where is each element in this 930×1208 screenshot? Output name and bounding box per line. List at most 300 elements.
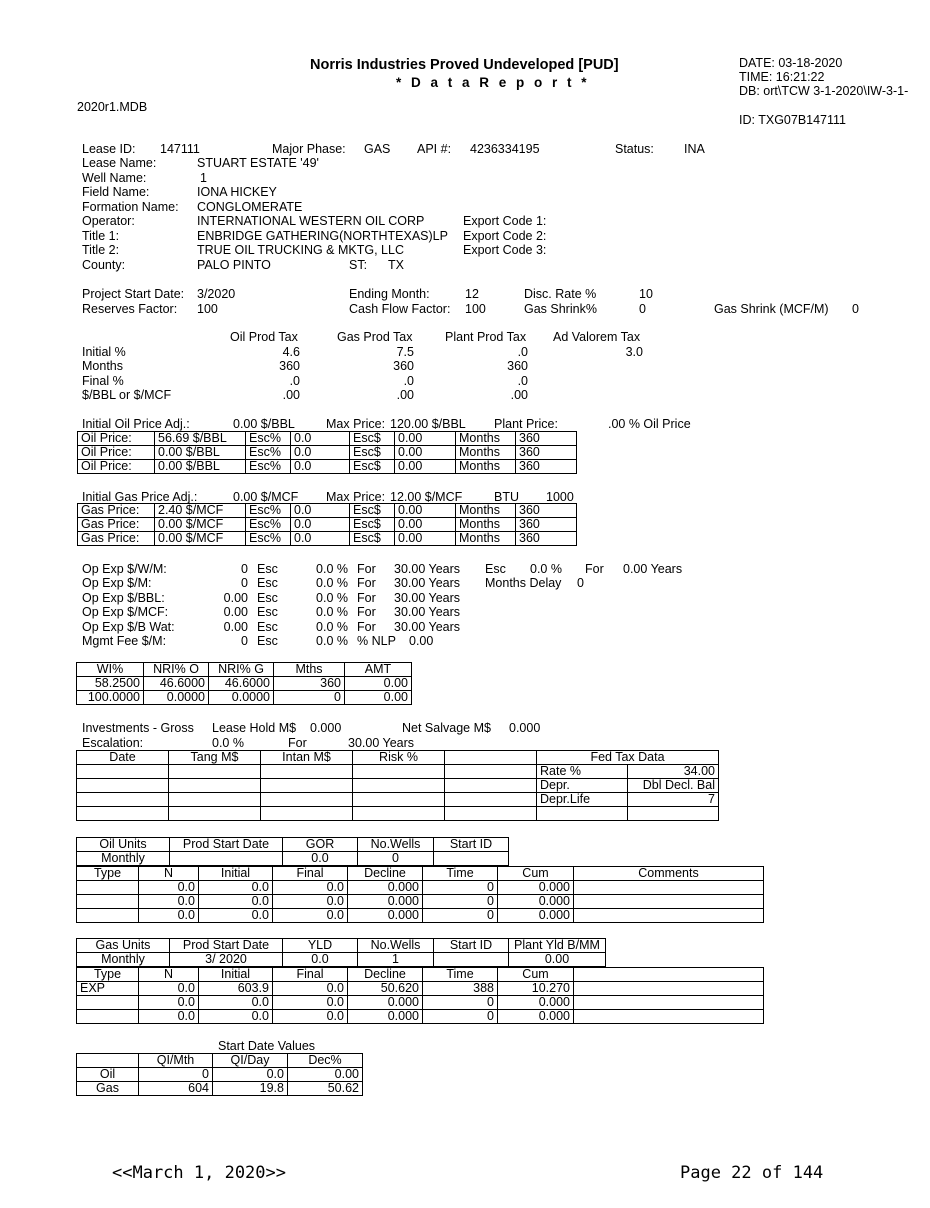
investments-table [76,750,719,821]
esc-dollar-label: Esc$ [350,446,395,460]
comments-value [574,881,764,895]
initial-value: 0.0 [199,895,273,909]
opex-label: Op Exp $/W/M: [82,562,167,576]
dec-pct-header: Dec% [288,1054,363,1068]
empty-cell [353,793,445,807]
field-name-label: Field Name: [82,185,150,199]
months-label: Months [456,432,516,446]
opex-for: For [357,562,376,576]
initial-value: 0.0 [199,1010,273,1024]
plant-price: .00 % Oil Price [608,417,691,431]
nri-gas-value: 0.0000 [209,691,274,705]
tax-gas-initial: 7.5 [396,345,414,359]
wells-value: 1 [358,953,434,967]
wells-value: 0 [358,852,434,866]
prod-start-value [170,852,283,866]
type-header: Type [77,867,139,881]
tax-plant-per-unit: .00 [510,388,528,402]
esc-dollar-value: 0.00 [395,460,456,474]
comments-value [574,909,764,923]
oil-price-table [77,431,577,474]
type-value [77,1010,139,1024]
county-value: PALO PINTO [197,258,271,272]
time-value: 388 [423,982,498,996]
empty-cell [445,779,537,793]
esc-dollar-label: Esc$ [350,518,395,532]
table-row [77,765,719,779]
type-value [77,996,139,1010]
empty-cell [169,779,261,793]
oil-price-value: 0.00 $/BBL [155,446,246,460]
esc-pct-label: Esc% [246,532,291,546]
title1-label: Title 1: [82,229,120,243]
report-db: DB: ort\TCW 3-1-2020\IW-3-1- [739,84,909,98]
lease-name: STUART ESTATE '49' [197,156,319,170]
decline-value: 0.000 [348,895,423,909]
empty-cell [261,779,353,793]
table-row [77,852,509,866]
mgmt-fee-esc: Esc [257,634,278,648]
cum-value: 0.000 [498,996,574,1010]
table-row [78,532,577,546]
cum-header: Cum [498,867,574,881]
esc-pct-label: Esc% [246,504,291,518]
empty-cell [574,996,764,1010]
initial-header: Initial [199,968,273,982]
empty-cell [261,765,353,779]
opex-esc: Esc [257,620,278,634]
opex-value: 0.00 [223,620,248,634]
esc-pct-value: 0.0 [291,432,350,446]
months-value: 360 [516,460,577,474]
tax-plant-months: 360 [507,359,528,373]
esc-pct-label: Esc% [246,460,291,474]
esc-dollar-value: 0.00 [395,532,456,546]
lease-id-label: Lease ID: [82,142,136,156]
escalation-years: 30.00 Years [348,736,415,750]
tax-gas-per-unit: .00 [396,388,414,402]
months-value: 360 [516,532,577,546]
opex-pct: 0.0 % [316,562,348,576]
final-value: 0.0 [273,996,348,1010]
export-code-2: Export Code 2: [463,229,547,243]
n-value: 0.0 [139,1010,199,1024]
table-row [77,779,719,793]
opex-esc-pct: 0.0 % [530,562,562,576]
btu-value: 1000 [546,490,574,504]
mgmt-fee-value: 0 [241,634,248,648]
qi-day-header: QI/Day [213,1054,288,1068]
final-header: Final [273,867,348,881]
nri-gas-header: NRI% G [209,663,274,677]
esc-dollar-label: Esc$ [350,432,395,446]
gas-price-value: 0.00 $/MCF [155,532,246,546]
net-salvage-value: 0.000 [509,721,541,735]
cum-value: 0.000 [498,895,574,909]
esc-pct-value: 0.0 [291,504,350,518]
initial-value: 0.0 [199,996,273,1010]
decline-value: 0.000 [348,909,423,923]
opex-for: For [357,576,376,590]
operator-name: INTERNATIONAL WESTERN OIL CORP [197,214,425,228]
time-value: 0 [423,996,498,1010]
empty-cell [169,807,261,821]
decline-value: 0.000 [348,996,423,1010]
gas-shrink-mcf-label: Gas Shrink (MCF/M) [714,302,829,316]
esc-pct-label: Esc% [246,518,291,532]
opex-years: 30.00 Years [394,605,461,619]
esc-pct-value: 0.0 [291,460,350,474]
gas-units-header: Gas Units [77,939,170,953]
depr-life-value: 7 [628,793,719,807]
opex-pct: 0.0 % [316,576,348,590]
table-row [77,982,764,996]
esc-dollar-label: Esc$ [350,504,395,518]
plant-yld-value: 0.00 [509,953,606,967]
interest-table [76,662,412,705]
opex-years: 30.00 Years [394,620,461,634]
initial-value: 0.0 [199,881,273,895]
type-value [77,881,139,895]
nri-gas-value: 46.6000 [209,677,274,691]
oil-price-label: Oil Price: [78,432,155,446]
start-values-table [76,1053,363,1096]
state-label: ST: [349,258,368,272]
fed-tax-header: Fed Tax Data [537,751,719,765]
lease-hold-value: 0.000 [310,721,342,735]
gas-price-label: Gas Price: [78,504,155,518]
depr-life-label: Depr.Life [537,793,628,807]
empty-cell [445,793,537,807]
opex-esc-years: 0.00 Years [623,562,683,576]
investments-gross-label: Investments - Gross [82,721,194,735]
months-value: 360 [516,518,577,532]
empty-cell [77,765,169,779]
esc-dollar-value: 0.00 [395,504,456,518]
comments-value [574,895,764,909]
type-value [77,895,139,909]
start-id-header: Start ID [434,939,509,953]
nri-oil-value: 46.6000 [144,677,209,691]
major-phase: GAS [364,142,391,156]
report-title: Norris Industries Proved Undeveloped [PUD] [310,57,619,73]
decline-value: 0.000 [348,881,423,895]
esc-pct-value: 0.0 [291,446,350,460]
esc-dollar-label: Esc$ [350,460,395,474]
opex-pct: 0.0 % [316,591,348,605]
cum-value: 0.000 [498,1010,574,1024]
opex-for: For [357,605,376,619]
table-header-row [77,838,509,852]
table-row [77,909,764,923]
n-value: 0.0 [139,895,199,909]
months-value: 360 [516,432,577,446]
esc-pct-label: Esc% [246,432,291,446]
empty-cell [169,793,261,807]
qi-mth-header: QI/Mth [139,1054,213,1068]
disc-rate-label: Disc. Rate % [524,287,597,301]
report-time: TIME: 16:21:22 [739,70,825,84]
table-row [77,677,412,691]
n-header: N [139,867,199,881]
tax-row-label: Final % [82,374,124,388]
mgmt-fee-label: Mgmt Fee $/M: [82,634,167,648]
gor-value: 0.0 [283,852,358,866]
empty-cell [445,765,537,779]
empty-cell [77,793,169,807]
empty-cell [77,1054,139,1068]
n-value: 0.0 [139,881,199,895]
tax-adval-initial: 3.0 [625,345,643,359]
api-number: 4236334195 [470,142,540,156]
gas-units-value: Monthly [77,953,170,967]
dec-pct-value: 0.00 [288,1068,363,1082]
amt-value: 0.00 [345,677,412,691]
empty-cell [169,765,261,779]
table-header-row [77,867,764,881]
report-id: ID: TXG07B147111 [739,113,847,127]
table-row [77,1010,764,1024]
api-label: API #: [417,142,452,156]
empty-cell [574,968,764,982]
type-value: EXP [77,982,139,996]
opex-years: 30.00 Years [394,576,461,590]
qi-mth-value: 0 [139,1068,213,1082]
phase-label: Gas [77,1082,139,1096]
nri-oil-header: NRI% O [144,663,209,677]
prod-start-value: 3/ 2020 [170,953,283,967]
opex-value: 0.00 [223,605,248,619]
formation-label: Formation Name: [82,200,179,214]
gas-max-price: 12.00 $/MCF [390,490,463,504]
mths-header: Mths [274,663,345,677]
empty-cell [628,807,719,821]
empty-cell [261,807,353,821]
gas-price-label: Gas Price: [78,518,155,532]
oil-units-table [76,837,509,866]
project-start: 3/2020 [197,287,236,301]
empty-cell [574,1010,764,1024]
months-label: Months [456,446,516,460]
empty-cell [574,982,764,996]
empty-cell [261,793,353,807]
mgmt-fee-pct: 0.0 % [316,634,348,648]
dec-pct-value: 50.62 [288,1082,363,1096]
tax-header-oil: Oil Prod Tax [230,330,298,344]
major-phase-label: Major Phase: [272,142,346,156]
footer-date: <<March 1, 2020>> [112,1163,286,1183]
escalation-for: For [288,736,307,750]
title2-label: Title 2: [82,243,120,257]
opex-label: Op Exp $/BBL: [82,591,165,605]
opex-esc: Esc [257,591,278,605]
tax-oil-final: .0 [289,374,300,388]
oil-price-label: Oil Price: [78,446,155,460]
oil-units-header: Oil Units [77,838,170,852]
months-label: Months [456,504,516,518]
reserves-factor-label: Reserves Factor: [82,302,178,316]
table-row [77,1082,363,1096]
gas-shrink: 0 [639,302,646,316]
gor-header: GOR [283,838,358,852]
table-row [78,460,577,474]
empty-cell [537,807,628,821]
yld-header: YLD [283,939,358,953]
time-value: 0 [423,909,498,923]
time-value: 0 [423,881,498,895]
time-header: Time [423,867,498,881]
qi-mth-value: 604 [139,1082,213,1096]
empty-cell [77,779,169,793]
table-row [77,881,764,895]
table-header-row [77,751,719,765]
qi-day-value: 19.8 [213,1082,288,1096]
gas-price-adj-label: Initial Gas Price Adj.: [82,490,198,504]
months-label: Months [456,532,516,546]
lease-name-label: Lease Name: [82,156,157,170]
empty-cell [77,807,169,821]
table-row [77,691,412,705]
cum-value: 0.000 [498,909,574,923]
esc-dollar-value: 0.00 [395,518,456,532]
operator-label: Operator: [82,214,135,228]
tax-gas-final: .0 [403,374,414,388]
table-row [78,518,577,532]
table-row [78,504,577,518]
gas-max-price-label: Max Price: [326,490,386,504]
decline-value: 50.620 [348,982,423,996]
gas-price-table [77,503,577,546]
initial-value: 603.9 [199,982,273,996]
final-value: 0.0 [273,895,348,909]
nri-oil-value: 0.0000 [144,691,209,705]
months-label: Months [456,460,516,474]
time-value: 0 [423,1010,498,1024]
table-row [77,895,764,909]
wi-value: 100.0000 [77,691,144,705]
gas-price-value: 0.00 $/MCF [155,518,246,532]
months-delay-label: Months Delay [485,576,562,590]
opex-value: 0 [241,576,248,590]
empty-cell [445,751,537,765]
gas-curve-table [76,967,764,1024]
ending-month: 12 [465,287,479,301]
final-value: 0.0 [273,1010,348,1024]
btu-label: BTU [494,490,519,504]
title1-value: ENBRIDGE GATHERING(NORTHTEXAS)LP [197,229,448,243]
opex-for: For [357,620,376,634]
gas-units-table [76,938,606,967]
esc-pct-label: Esc% [246,446,291,460]
oil-price-label: Oil Price: [78,460,155,474]
esc-pct-value: 0.0 [291,532,350,546]
opex-esc-for: For [585,562,604,576]
page-number: Page 22 of 144 [680,1163,824,1183]
empty-cell [353,765,445,779]
empty-cell [353,779,445,793]
final-value: 0.0 [273,909,348,923]
gas-price-label: Gas Price: [78,532,155,546]
opex-value: 0 [241,562,248,576]
nlp-label: % NLP [357,634,396,648]
final-header: Final [273,968,348,982]
qi-day-value: 0.0 [213,1068,288,1082]
title2-value: TRUE OIL TRUCKING & MKTG, LLC [197,243,404,257]
rate-value: 34.00 [628,765,719,779]
mths-value: 360 [274,677,345,691]
esc-dollar-label: Esc$ [350,532,395,546]
risk-header: Risk % [353,751,445,765]
report-file: 2020r1.MDB [77,100,148,114]
start-id-value [434,953,509,967]
start-id-header: Start ID [434,838,509,852]
report-subtitle: * D a t a R e p o r t * [396,75,590,90]
table-row [78,446,577,460]
empty-cell [353,807,445,821]
state-value: TX [388,258,404,272]
oil-price-value: 56.69 $/BBL [155,432,246,446]
initial-header: Initial [199,867,273,881]
opex-years: 30.00 Years [394,562,461,576]
tax-header-plant: Plant Prod Tax [445,330,527,344]
ending-month-label: Ending Month: [349,287,430,301]
tax-oil-months: 360 [279,359,300,373]
tax-row-label: Initial % [82,345,126,359]
mths-value: 0 [274,691,345,705]
comments-header: Comments [574,867,764,881]
esc-pct-value: 0.0 [291,518,350,532]
opex-label: Op Exp $/B Wat: [82,620,175,634]
oil-curve-table [76,866,764,923]
opex-value: 0.00 [223,591,248,605]
n-header: N [139,968,199,982]
gas-price-adj: 0.00 $/MCF [233,490,299,504]
start-id-value [434,852,509,866]
report-date: DATE: 03-18-2020 [739,56,843,70]
type-header: Type [77,968,139,982]
opex-pct: 0.0 % [316,605,348,619]
oil-price-value: 0.00 $/BBL [155,460,246,474]
net-salvage-label: Net Salvage M$ [402,721,491,735]
rate-label: Rate % [537,765,628,779]
wells-header: No.Wells [358,838,434,852]
intan-header: Intan M$ [261,751,353,765]
esc-dollar-value: 0.00 [395,432,456,446]
table-header-row [77,968,764,982]
status-label: Status: [615,142,654,156]
opex-label: Op Exp $/M: [82,576,152,590]
prod-start-header: Prod Start Date [170,939,283,953]
opex-esc-label: Esc [485,562,506,576]
initial-value: 0.0 [199,909,273,923]
gas-shrink-mcf: 0 [852,302,859,316]
n-value: 0.0 [139,909,199,923]
oil-max-price-label: Max Price: [326,417,386,431]
field-name: IONA HICKEY [197,185,277,199]
tax-row-label: $/BBL or $/MCF [82,388,172,402]
table-row [77,996,764,1010]
gas-shrink-label: Gas Shrink% [524,302,597,316]
months-delay: 0 [577,576,584,590]
tax-oil-initial: 4.6 [282,345,300,359]
cash-flow-factor-label: Cash Flow Factor: [349,302,451,316]
time-value: 0 [423,895,498,909]
opex-esc: Esc [257,576,278,590]
cum-value: 0.000 [498,881,574,895]
type-value [77,909,139,923]
time-header: Time [423,968,498,982]
final-value: 0.0 [273,982,348,996]
